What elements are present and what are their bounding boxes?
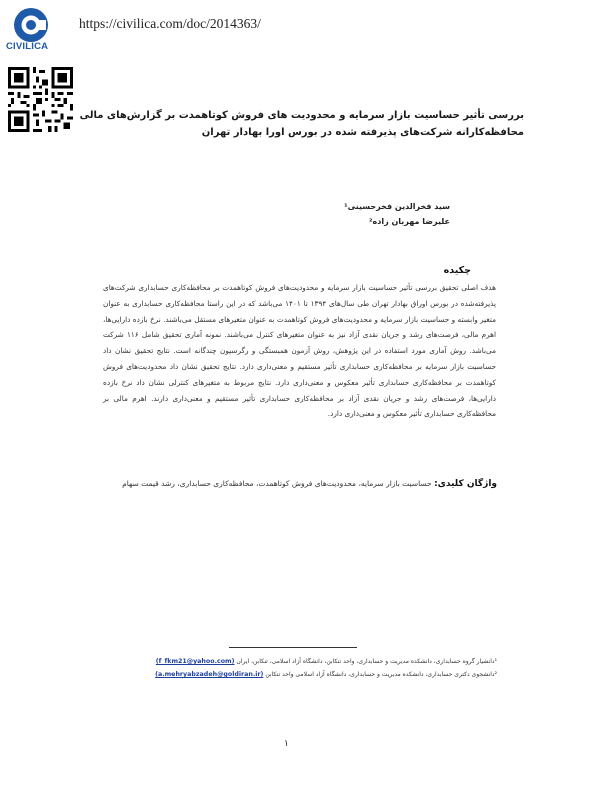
qr-code-icon[interactable] <box>8 67 73 132</box>
document-url[interactable]: https://civilica.com/doc/2014363/ <box>79 16 261 31</box>
footnote-text: ²دانشجوی دکتری حسابداری، دانشکده مدیریت و حسابداری، دانشگاه آزاد اسلامی واحد تنکابن <box>265 671 497 678</box>
paper-title-line2: محافظه‌کارانه شرکت‌های پذیرفته شده در بورس اورا بهادار تهران <box>201 127 524 138</box>
footnote-email-link[interactable]: (f_fkm21@yahoo.com) <box>155 658 235 665</box>
footnote-text: ¹دانشیار گروه حسابداری، دانشکده مدیریت و حسابداری، واحد تنکابن، دانشگاه آزاد اسلامی، تنکابن، ایران <box>236 658 497 665</box>
footnote-divider <box>229 647 357 648</box>
footnote-email-link[interactable]: (a.mehryabzadeh@goldiran.ir) <box>155 671 264 678</box>
keywords-label: واژگان کلیدی: <box>434 479 497 489</box>
footnote <box>156 658 497 665</box>
author-name: سید فخرالدین فخرحسینی¹ <box>344 202 450 211</box>
footnote <box>155 671 497 678</box>
logo-text: CIVILICA <box>6 41 49 52</box>
abstract-heading: چکیده <box>443 265 471 276</box>
abstract-body: هدف اصلی تحقیق بررسی تأثیر حساسیت بازار سرمایه و محدودیت‌های فروش کوتاهمدت بر محافظه‌کاری حسابداری شرکت‌های پذیرفته‌شده در بورس اوراق بهادار تهران طی سال‌های ۱۳۹۴ تا ۱۴۰۱ می‌باشد که در این راستا محافظه‌کاری حسابداری به عنوان متغیر وابسته و حساسیت بازار سرمایه و محدودیت‌های فروش کوتاهمدت به عنوان متغیرهای مستقل می‌باشند. نرخ بازده دارایی‌ها، اهرم مالی، فرصت‌های رشد و جریان نقدی آزاد نیز به عنوان متغیرهای کنترل می‌باشند. نمونه آماری تحقیق شامل ۱۱۶ شرکت می‌باشد. روش آماری مورد استفاده در این پژوهش، روش آزمون همبستگی و رگرسیون چندگانه است. نتایج تحقیق نشان داد حساسیت بازار سرمایه بر محافظه‌کاری حسابداری تأثیر مستقیم و معنی‌داری دارد. نتایج تحقیق نشان داد محدودیت‌های فروش کوتاهمدت بر محافظه‌کاری حسابداری تأثیر معکوس و معنی‌داری دارد. نتایج مربوط به متغیرهای کنترلی نشان داد نرخ بازده دارایی‌ها، فرصت‌های رشد و جریان نقدی آزاد بر محافظه‌کاری حسابداری تأثیر مستقیم و معنی‌داری دارند. اهرم مالی بر محافظه‌کاری حسابداری تأثیر معکوس و معنی‌داری دارد. <box>103 283 497 419</box>
keywords <box>122 479 497 489</box>
paper-title-line1: بررسی تأثیر حساسیت بازار سرمایه و محدودیت های فروش کوتاهمدت بر گزارش‌های مالی <box>79 110 524 121</box>
keywords-text: حساسیت بازار سرمایه، محدودیت‌های فروش کوتاهمدت، محافظه‌کاری حسابداری، رشد قیمت سهام <box>122 479 432 488</box>
author-name: علیرضا مهربان زاده² <box>368 217 450 226</box>
page-number: ۱ <box>284 739 289 749</box>
